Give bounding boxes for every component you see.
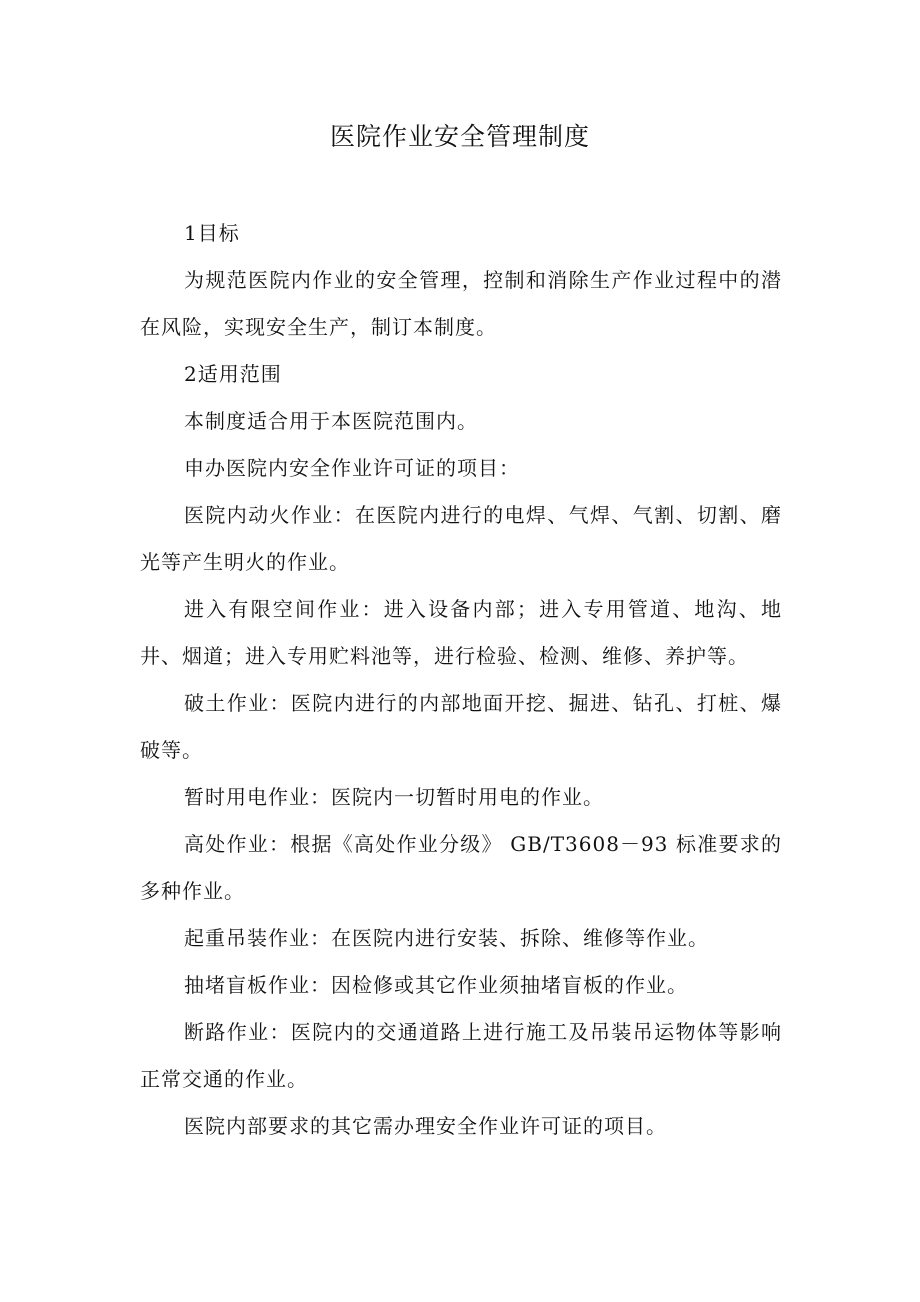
paragraph-work-at-height: 高处作业：根据《高处作业分级》 GB/T3608－93 标准要求的多种作业。: [140, 832, 782, 903]
paragraph-hot-work: 医院内动火作业：在医院内进行的电焊、气焊、气割、切割、磨光等产生明火的作业。: [140, 503, 782, 574]
paragraph-scope: 本制度适合用于本医院范围内。: [184, 409, 478, 433]
paragraph-road-closure: 断路作业：医院内的交通道路上进行施工及吊装吊运物体等影响正常交通的作业。: [140, 1020, 782, 1091]
paragraph-confined-space: 进入有限空间作业：进入设备内部；进入专用管道、地沟、地井、烟道；进入专用贮料池等，进行检验、检测、维修、养护等。: [140, 597, 782, 668]
section-heading-scope: 2适用范围: [184, 362, 282, 386]
paragraph-other-items: 医院内部要求的其它需办理安全作业许可证的项目。: [184, 1114, 667, 1138]
paragraph-permit-items-intro: 申办医院内安全作业许可证的项目：: [184, 456, 520, 480]
paragraph-excavation: 破土作业：医院内进行的内部地面开挖、掘进、钻孔、打桩、爆破等。: [140, 691, 782, 762]
paragraph-lifting: 起重吊装作业：在医院内进行安装、拆除、维修等作业。: [184, 926, 709, 950]
paragraph-blind-plate: 抽堵盲板作业：因检修或其它作业须抽堵盲板的作业。: [184, 973, 688, 997]
paragraph-temporary-power: 暂时用电作业：医院内一切暂时用电的作业。: [184, 785, 604, 809]
document-body: [140, 210, 782, 1150]
document-title: 医院作业安全管理制度: [329, 122, 590, 151]
section-heading-objective: 1目标: [184, 221, 240, 245]
paragraph-objective: 为规范医院内作业的安全管理，控制和消除生产作业过程中的潜在风险，实现安全生产，制订本制度。: [140, 268, 782, 339]
